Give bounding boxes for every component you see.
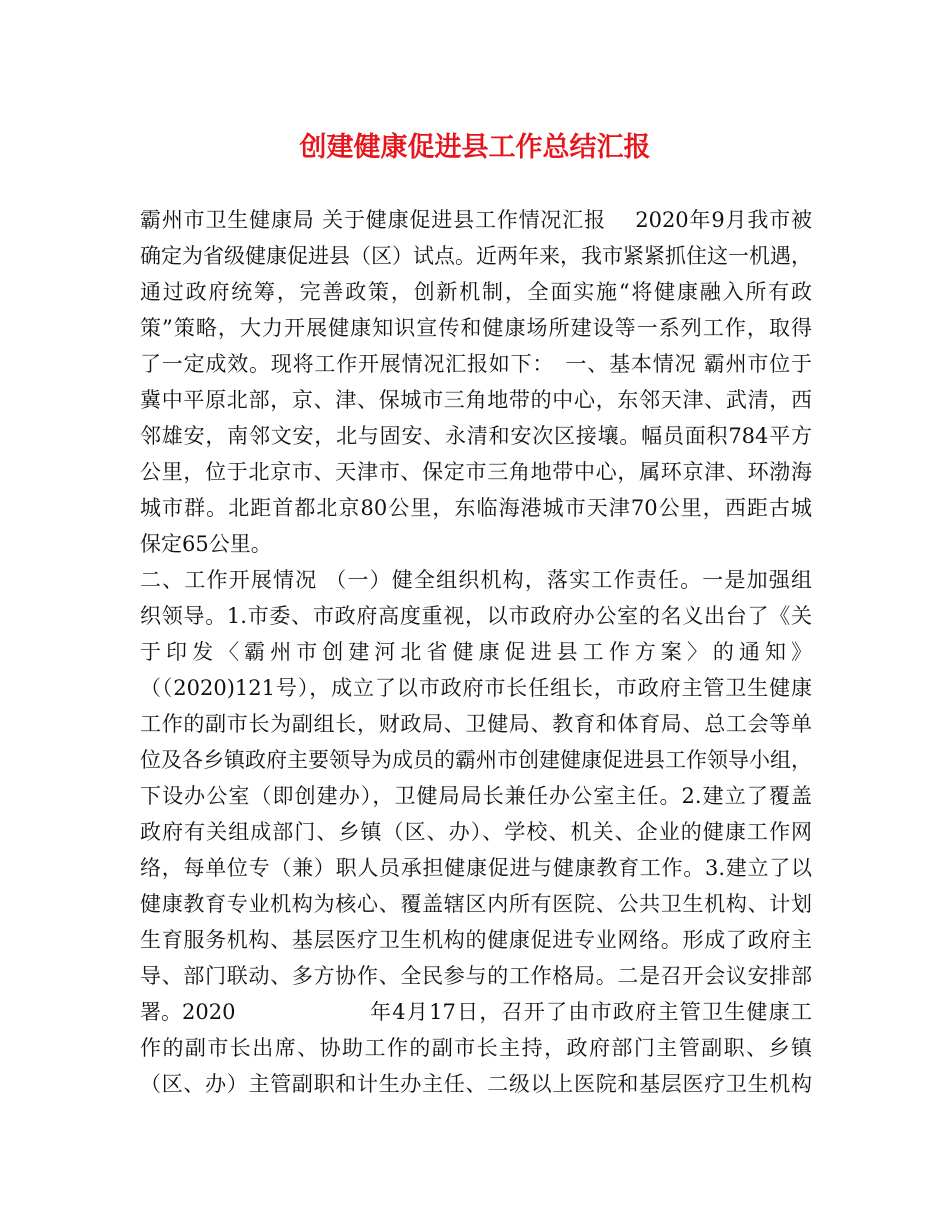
body-line: （区、办）主管副职和计生办主任、二级以上医院和基层医疗卫生机构 bbox=[140, 1072, 812, 1096]
body-line: 作的副市长出席、协助工作的副市长主持，政府部门主管副职、乡镇 bbox=[140, 1036, 812, 1060]
body-line: 位及各乡镇政府主要领导为成员的霸州市创建健康促进县工作领导小组， bbox=[140, 748, 812, 772]
body-line: 城市群。北距首都北京80公里，东临海港城市天津70公里，西距古城 bbox=[140, 496, 812, 520]
body-line: 了一定成效。现将工作开展情况汇报如下： 一、基本情况 霸州市位于 bbox=[140, 352, 812, 376]
body-line: （（2020)121号），成立了以市政府市长任组长，市政府主管卫生健康 bbox=[140, 676, 812, 700]
body-line: 于印发〈霸州市创建河北省健康促进县工作方案〉的通知》 bbox=[140, 640, 812, 664]
body-line: 导、部门联动、多方协作、全民参与的工作格局。二是召开会议安排部 bbox=[140, 964, 812, 988]
body-line: 策”策略，大力开展健康知识宣传和健康场所建设等一系列工作，取得 bbox=[140, 316, 812, 340]
body-line-gapped bbox=[140, 995, 812, 1029]
body-line: 络，每单位专（兼）职人员承担健康促进与健康教育工作。3.建立了以 bbox=[140, 856, 812, 880]
body-line: 确定为省级健康促进县（区）试点。近两年来，我市紧紧抓住这一机遇， bbox=[140, 244, 812, 268]
body-line-fragment: 署。2020 bbox=[140, 1000, 236, 1024]
body-line: 生育服务机构、基层医疗卫生机构的健康促进专业网络。形成了政府主 bbox=[140, 928, 812, 952]
body-line: 保定65公里。 bbox=[140, 532, 272, 556]
document-title: 创建健康促进县工作总结汇报 bbox=[299, 132, 651, 163]
body-line: 霸州市卫生健康局 关于健康促进县工作情况汇报 2020年9月我市被 bbox=[140, 208, 812, 232]
body-line: 公里，位于北京市、天津市、保定市三角地带中心，属环京津、环渤海 bbox=[140, 460, 812, 484]
body-line: 工作的副市长为副组长，财政局、卫健局、教育和体育局、总工会等单 bbox=[140, 712, 812, 736]
body-line: 健康教育专业机构为核心、覆盖辖区内所有医院、公共卫生机构、计划 bbox=[140, 892, 812, 916]
body-line: 通过政府统筹，完善政策，创新机制，全面实施“将健康融入所有政 bbox=[140, 280, 812, 304]
body-line: 邻雄安，南邻文安，北与固安、永清和安次区接壤。幅员面积784平方 bbox=[140, 424, 812, 448]
body-line: 二、工作开展情况 （一）健全组织机构，落实工作责任。一是加强组 bbox=[140, 568, 812, 592]
body-line: 政府有关组成部门、乡镇（区、办）、学校、机关、企业的健康工作网 bbox=[140, 820, 812, 844]
body-line: 织领导。1.市委、市政府高度重视，以市政府办公室的名义出台了《关 bbox=[140, 604, 812, 628]
body-line-fragment: 年4月17日，召开了由市政府主管卫生健康工 bbox=[370, 1000, 812, 1024]
body-line: 冀中平原北部，京、津、保城市三角地带的中心，东邻天津、武清，西 bbox=[140, 388, 812, 412]
body-line: 下设办公室（即创建办），卫健局局长兼任办公室主任。2.建立了覆盖 bbox=[140, 784, 812, 808]
